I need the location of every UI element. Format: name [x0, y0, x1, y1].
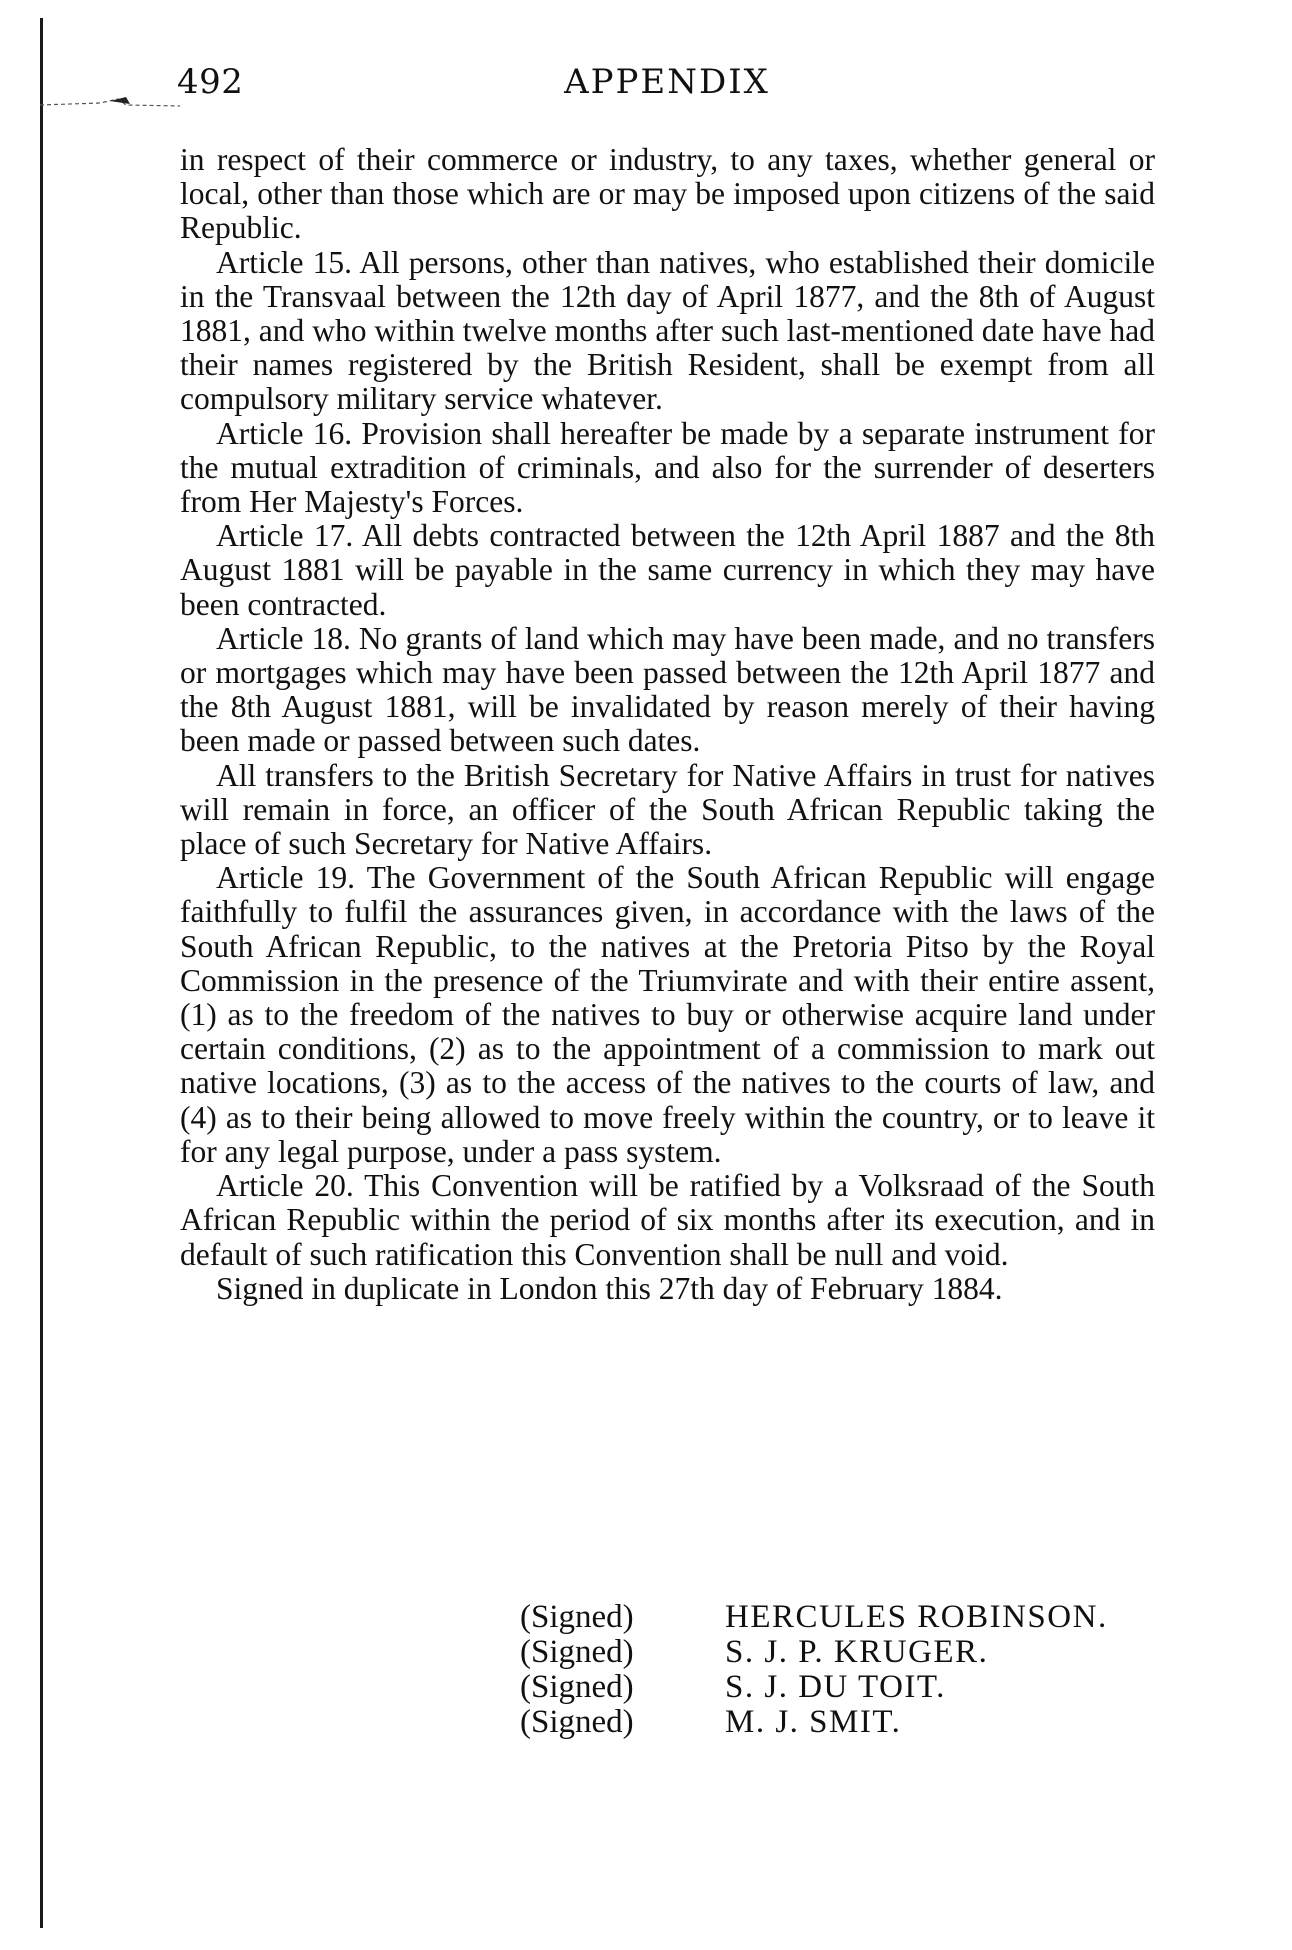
page-header — [177, 62, 1157, 112]
signature-label: (Signed) — [520, 1634, 634, 1670]
paragraph-article-17: Article 17. All debts contracted between the 12th April 1887 and the 8th August 1881 will be payable in the same currency in which they may have been contracted. — [180, 518, 1155, 622]
paragraph-article-18: Article 18. No grants of land which may have been made, and no transfers or mortgages which may have been passed between the 12th April 1877 and the 8th August 1881, will be invalidated by reason merely of their having been made or passed between such dates. — [180, 620, 1155, 759]
signatory-name: S. J. P. KRUGER. — [725, 1634, 989, 1670]
paragraph-article-20: Article 20. This Convention will be ratified by a Volksraad of the South African Republic within the period of six months after its execution, and in default of such ratification this Convention shall be null and void. — [180, 1168, 1155, 1272]
signature-label: (Signed) — [520, 1599, 634, 1635]
signature-row — [520, 1600, 1160, 1635]
signatory-name: M. J. SMIT. — [725, 1704, 902, 1740]
paragraph-signed-in-duplicate: Signed in duplicate in London this 27th day of February 1884. — [216, 1270, 1003, 1306]
signatory-name: S. J. DU TOIT. — [725, 1669, 946, 1705]
paragraph-article-19: Article 19. The Government of the South African Republic will engage faithfully to fulfil the assurances given, in accordance with the laws of the South African Republic, to the natives at the Pretoria Pitso by the Royal Commission in the presence of the Triumvirate and with their entire assent, (1) as to the freedom of the natives to buy or otherwise acquire land under certain conditions, (2) as to the appointment of a commission to mark out native locations, (3) as to the access of the natives to the courts of law, and (4) as to their being allowed to move freely within the country, or to leave it for any legal purpose, under a pass system. — [180, 860, 1155, 1169]
signature-label: (Signed) — [520, 1669, 634, 1705]
paragraph-article-15: Article 15. All persons, other than natives, who established their domicile in the Transvaal between the 12th day of April 1877, and the 8th of August 1881, and who within twelve months after such last-mentioned date have had their names registered by the British Resident, shall be exempt from all compulsory military service whatever. — [180, 244, 1155, 417]
signature-row — [520, 1635, 1160, 1670]
binding-smudge-mark — [40, 95, 180, 115]
signature-label: (Signed) — [520, 1704, 634, 1740]
page-binding-edge — [40, 18, 43, 1928]
signature-row — [520, 1670, 1160, 1705]
running-head: APPENDIX — [564, 62, 770, 102]
page-number: 492 — [177, 62, 244, 102]
signatory-name: HERCULES ROBINSON. — [725, 1599, 1108, 1635]
signature-block — [520, 1600, 1160, 1740]
paragraph-native-affairs: All transfers to the British Secretary for Native Affairs in trust for natives will remain in force, an officer of the South African Republic taking the place of such Secretary for Native Affairs. — [180, 757, 1155, 862]
paragraph-continuation: in respect of their commerce or industry, to any taxes, whether general or local, other than those which are or may be imposed upon citizens of the said Republic. — [180, 142, 1155, 246]
signature-row — [520, 1705, 1160, 1740]
body-text — [180, 143, 1155, 1306]
paragraph-article-16: Article 16. Provision shall hereafter be made by a separate instrument for the mutual extradition of criminals, and also for the surrender of deserters from Her Majesty's Forces. — [180, 415, 1155, 520]
